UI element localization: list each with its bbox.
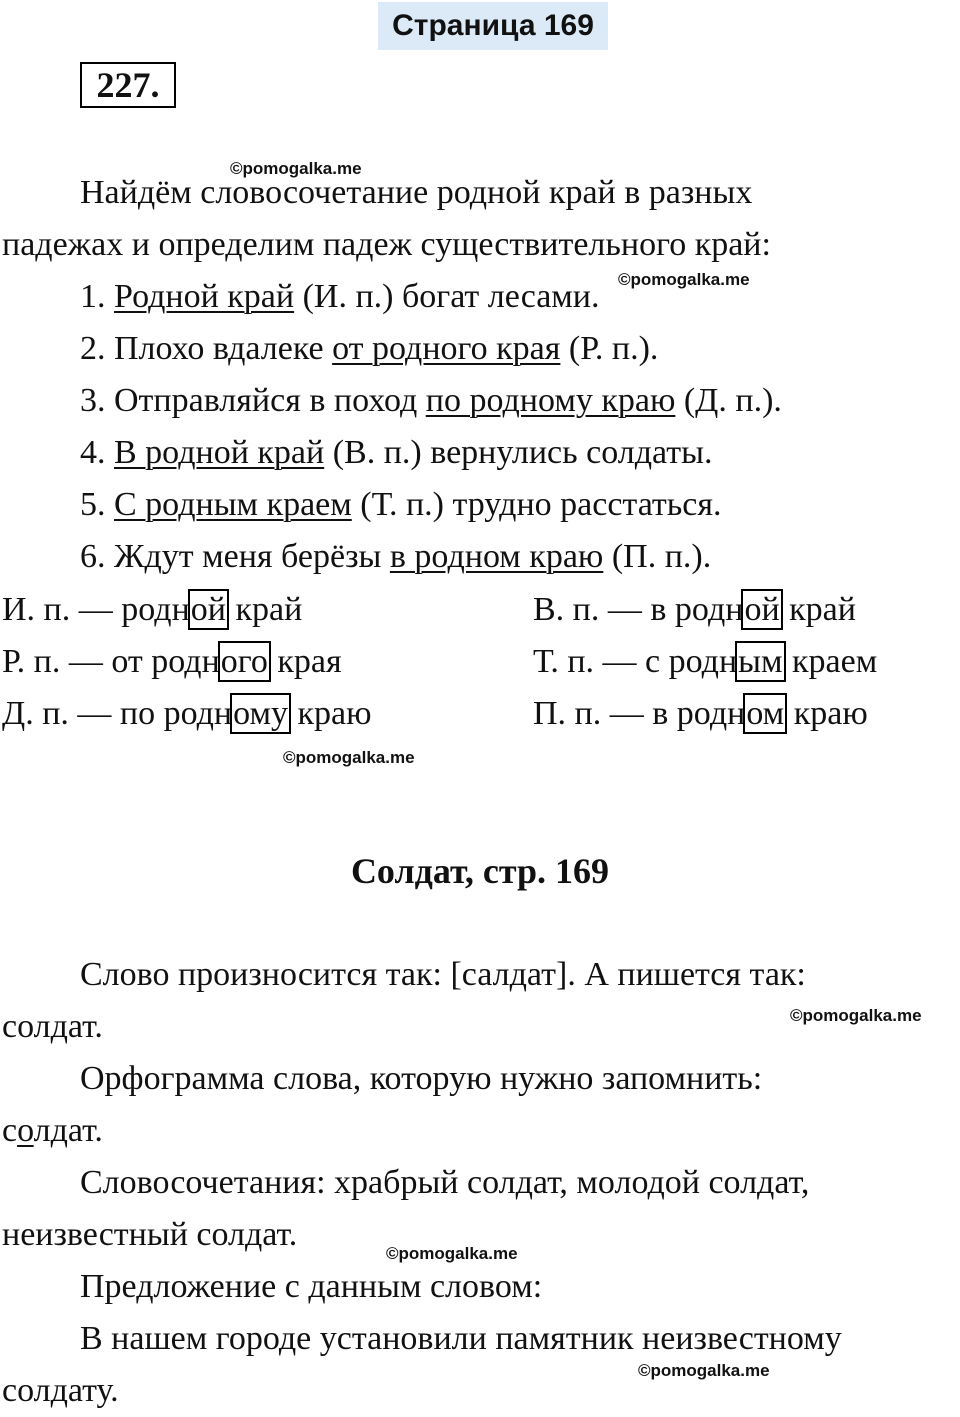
paragraph-line [80, 1261, 542, 1313]
case-row-right [533, 636, 877, 688]
boxed-ending: ой [744, 591, 780, 628]
exercise-number: 227. [80, 62, 176, 108]
paragraph-line [80, 479, 722, 531]
paragraph-line [80, 375, 782, 427]
boxed-ending: ой [190, 591, 226, 628]
text-segment: Предложение с данным словом: [80, 1268, 543, 1305]
text-segment: (В. п.) вернулись солдаты. [324, 434, 713, 471]
paragraph-line [80, 949, 806, 1001]
boxed-ending: ым [738, 643, 783, 680]
paragraph-line [80, 531, 711, 583]
text-segment: 4. [80, 434, 114, 471]
boxed-ending: ого [220, 643, 268, 680]
text-segment: краю [288, 695, 372, 732]
watermark: ©pomogalka.me [638, 1361, 770, 1380]
text-segment: неизвестный солдат. [2, 1216, 298, 1253]
text-segment: с [2, 1112, 18, 1149]
text-segment: солдат. [2, 1008, 103, 1045]
case-row-left [2, 584, 302, 636]
text-segment: лдат. [33, 1112, 103, 1149]
text-segment: краем [783, 643, 878, 680]
paragraph-line [80, 1313, 842, 1365]
underlined-phrase: в родном краю [389, 538, 604, 575]
text-segment: Словосочетания: храбрый солдат, молодой солдат, [80, 1164, 810, 1201]
underlined-phrase: В родной край [114, 434, 325, 471]
paragraph-line [2, 1209, 297, 1261]
paragraph-line [2, 1365, 119, 1417]
text-segment: (Т. п.) трудно расстаться. [351, 486, 722, 523]
paragraph-line [80, 271, 600, 323]
text-segment: 3. Отправляйся в поход [80, 382, 426, 419]
watermark: ©pomogalka.me [790, 1006, 922, 1025]
text-segment: (Р. п.). [560, 330, 659, 367]
text-segment: 2. Плохо вдалеке [80, 330, 333, 367]
text-segment: край [226, 591, 303, 628]
text-segment: П. п. — в родн [533, 695, 746, 732]
case-row-left [2, 636, 342, 688]
text-segment: 5. [80, 486, 114, 523]
watermark: ©pomogalka.me [386, 1244, 518, 1263]
text-segment: Т. п. — с родн [533, 643, 738, 680]
text-segment: Слово произносится так: [салдат]. А пишется так: [80, 956, 806, 993]
underlined-phrase: Родной край [114, 278, 295, 315]
boxed-ending: ому [233, 695, 288, 732]
page-title: Страница 169 [378, 2, 608, 50]
boxed-ending: ом [746, 695, 785, 732]
case-row-left [2, 688, 372, 740]
text-segment: край [780, 591, 856, 628]
text-segment: И. п. — родн [2, 591, 190, 628]
text-segment: 6. Ждут меня берёзы [80, 538, 390, 575]
text-segment: края [268, 643, 342, 680]
case-row-right [533, 584, 856, 636]
text-segment: Орфограмма слова, которую нужно запомнить: [80, 1060, 763, 1097]
text-segment: солдату. [2, 1372, 119, 1409]
text-segment: (И. п.) богат лесами. [294, 278, 600, 315]
watermark: ©pomogalka.me [618, 270, 750, 289]
underlined-phrase: по родному краю [425, 382, 676, 419]
text-segment: 1. [80, 278, 114, 315]
text-segment: Р. п. — от родн [2, 643, 220, 680]
text-segment: (П. п.). [603, 538, 712, 575]
text-segment: краю [785, 695, 868, 732]
paragraph-line [80, 427, 712, 479]
paragraph-line [80, 1053, 762, 1105]
paragraph-line [2, 1105, 103, 1157]
underlined-phrase: С родным краем [114, 486, 352, 523]
text-segment: Д. п. — по родн [2, 695, 233, 732]
text-segment: (Д. п.). [675, 382, 782, 419]
paragraph-line [2, 1001, 103, 1053]
underlined-phrase: от родного края [332, 330, 561, 367]
text-segment: Найдём словосочетание родной край в разных [80, 174, 753, 211]
text-segment: В нашем городе установили памятник неизвестному [80, 1320, 842, 1357]
text-segment: В. п. — в родн [533, 591, 744, 628]
paragraph-line [80, 1157, 809, 1209]
watermark: ©pomogalka.me [283, 748, 415, 767]
paragraph-line [2, 219, 771, 271]
paragraph-line [80, 167, 752, 219]
underlined-phrase: о [17, 1112, 34, 1149]
case-row-right [533, 688, 868, 740]
watermark: ©pomogalka.me [230, 159, 362, 178]
section-title: Солдат, стр. 169 [350, 851, 610, 891]
text-segment: падежах и определим падеж существительного край: [2, 226, 771, 263]
paragraph-line [80, 323, 658, 375]
